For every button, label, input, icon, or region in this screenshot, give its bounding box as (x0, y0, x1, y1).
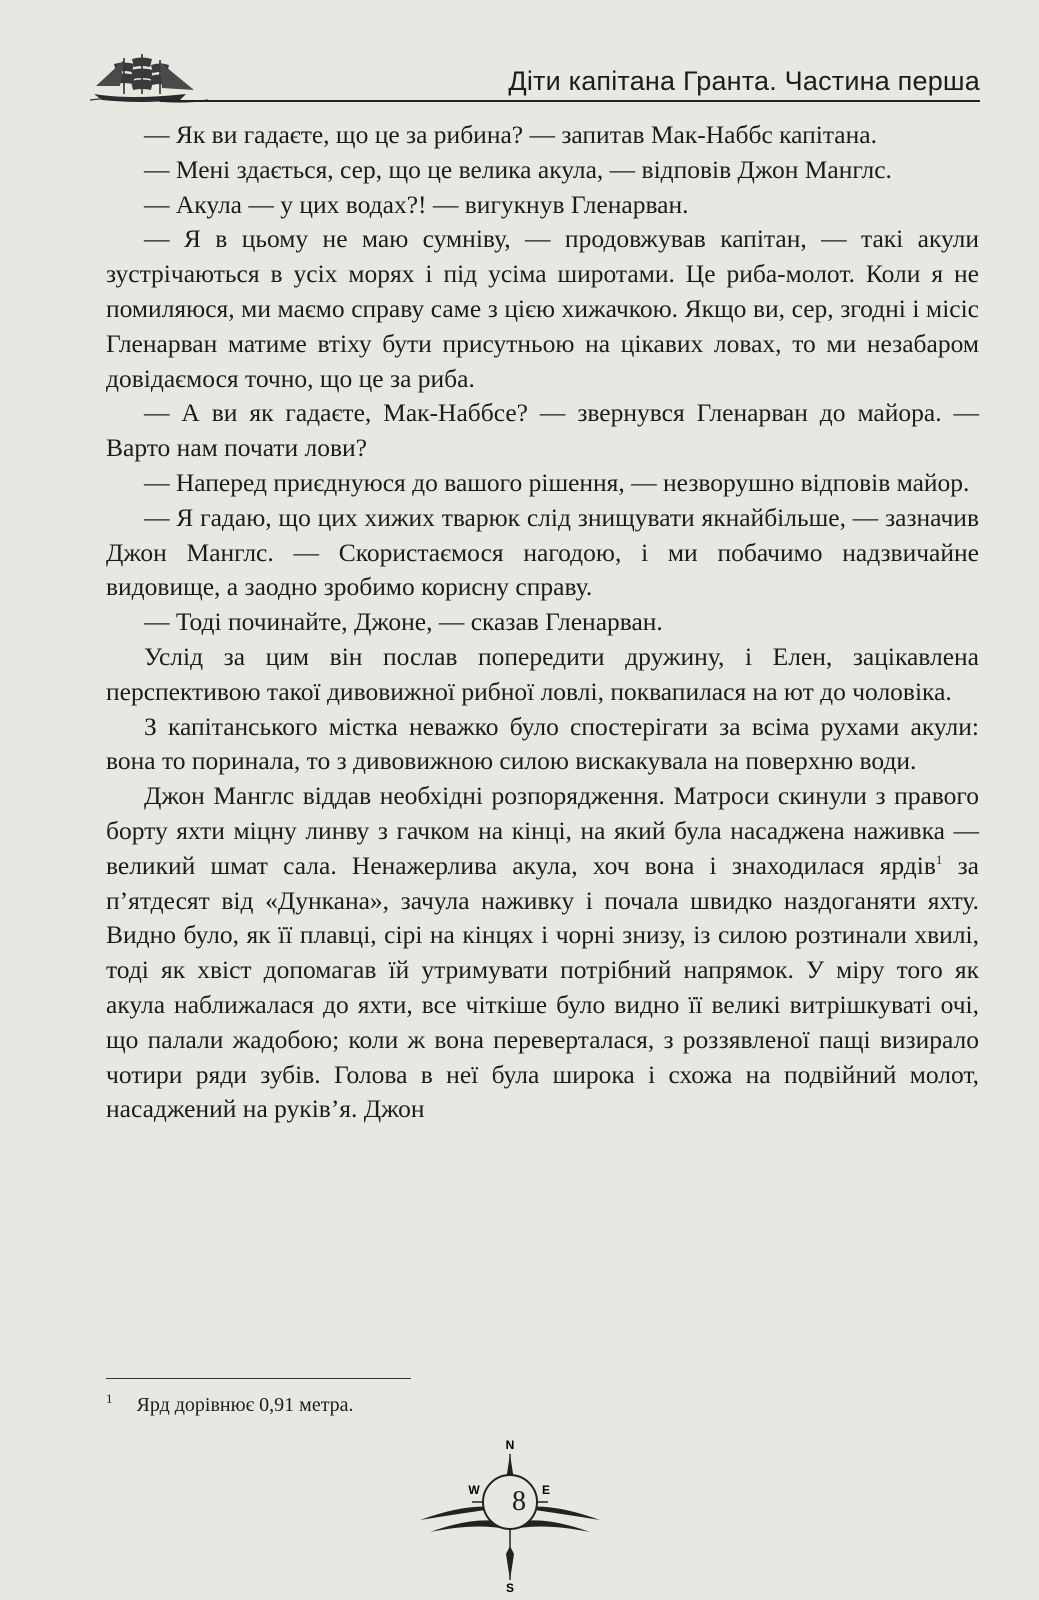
paragraph: — Як ви гадаєте, що це за рибина? — запитав Мак-Наббс капітана. (144, 120, 877, 149)
footnote (106, 1386, 354, 1418)
page-number: 8 (512, 1486, 526, 1517)
paragraph-text: Джон Манглс віддав необхідні розпорядження. Матроси скинули з правого борту яхти міцну линву з гачком на кінці, на який була насаджена наживка — великий шмат сала. Ненажерлива акула, хоч вона і знаходилася ярдів (106, 781, 979, 880)
paragraph-with-footnote (106, 779, 979, 1127)
footnote-mark: 1 (106, 1391, 113, 1406)
paragraph: — Наперед приєднуюся до вашого рішення, — незворушно відповів майор. (144, 467, 970, 497)
footnote-rule (106, 1378, 411, 1379)
paragraph: Услід за цим він послав попередити дружину, і Елен, зацікавлена перспективою такої дивовижної рибної ловлі, поквапилася на ют до чоловіка. (106, 641, 979, 706)
paragraph-text: за п’ятдесят від «Дункана», зачула наживку і почала швидко наздоганяти яхту. Видно було, як її плавці, сірі на кінцях і чорні знизу, із силою розтинали хвилі, тоді як хвіст допомагав їй утримувати потрібний напрямок. У міру того як акула наближалася до яхти, все чіткіше було видно її великі витрішкуваті очі, що палали жадобою; коли ж вона переверталася, з роззявленої пащі визирало чотири ряди зубів. Голова в неї була широка і схожа на подвійний молот, насаджений на руків’я. Джон (106, 850, 979, 1124)
running-title: Діти капітана Гранта. Частина перша (508, 66, 980, 96)
paragraph: — Мені здається, сер, що це велика акула, — відповів Джон Манглс. (144, 154, 892, 184)
body-text (106, 118, 979, 1127)
header-rule (160, 100, 980, 102)
compass-s-label: S (505, 1581, 515, 1592)
footnote-text: Ярд дорівнює 0,91 метра. (136, 1394, 354, 1416)
paragraph: — Тоді починайте, Джоне, — сказав Гленарван. (144, 607, 663, 637)
compass-e-label: E (541, 1483, 551, 1497)
sailing-ship-icon (90, 50, 210, 105)
paragraph: З капітанського містка неважко було спостерігати за всіма рухами акули: вона то поринала, то з дивовижною силою вискакувала на поверхню води. (106, 711, 979, 776)
paragraph: — Акула — у цих водах?! — вигукнув Гленарван. (144, 189, 689, 219)
paragraph: — Я в цьому не маю сумніву, — продовжував капітан, — такі акули зустрічаються в усіх морях і під усіма широтами. Це риба-молот. Коли я не помиляюся, ми маємо справу саме з цією хижачкою. Якщо ви, сер, згодні і місіс Гленарван матиме втіху бути присутньою на цікавих ловах, то ми незабаром довідаємося точно, що це за риба. (106, 224, 979, 393)
paragraph: — Я гадаю, що цих хижих тварюк слід знищувати якнайбільше, — зазначив Джон Манглс. — Скористаємося нагодою, і ми побачимо надзвичайне видовище, а заодно зробимо корисну справу. (106, 502, 979, 602)
compass-n-label: N (505, 1438, 515, 1452)
page-header (90, 50, 980, 105)
footnote-reference: 1 (935, 851, 943, 867)
compass-w-label: W (468, 1483, 480, 1497)
paragraph: — А ви як гадаєте, Мак-Наббсе? — звернувся Гленарван до майора. — Варто нам почати лови? (106, 398, 979, 463)
